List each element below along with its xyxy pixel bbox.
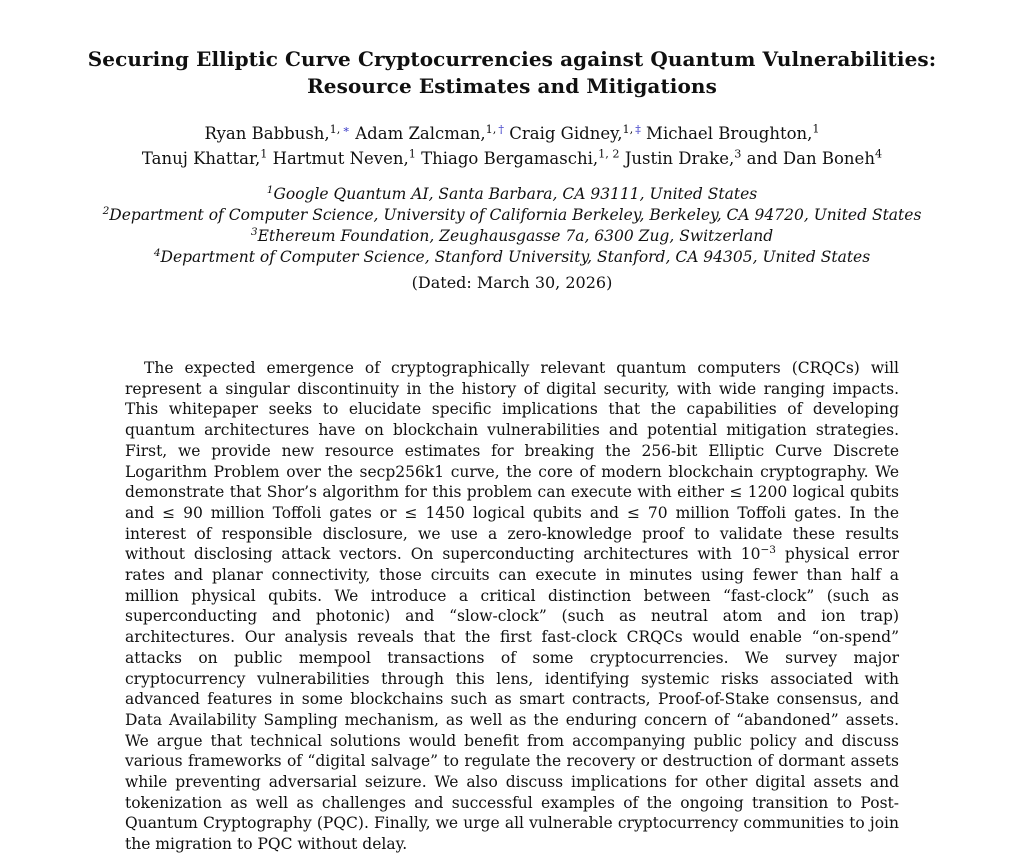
- author-name: Ryan Babbush,: [204, 124, 330, 143]
- author-affiliation-sup: [260, 148, 267, 161]
- paper-title: [0, 46, 1024, 100]
- affiliation-text: Google Quantum AI, Santa Barbara, CA 93111, United States: [273, 185, 758, 203]
- affiliation-sup: 1: [266, 183, 274, 196]
- paper-title-line1: Securing Elliptic Curve Cryptocurrencies against Quantum Vulnerabilities:: [87, 47, 937, 71]
- affiliation-number: 3: [734, 147, 742, 161]
- affiliation-sup: 4: [153, 246, 161, 259]
- author-affiliation-sup: [875, 148, 882, 161]
- author-name: Justin Drake,: [624, 149, 735, 168]
- affiliation-number: 1,: [622, 122, 634, 136]
- dated-line: (Dated: March 30, 2026): [411, 273, 613, 292]
- affiliation-line: [0, 226, 1024, 247]
- author: [646, 124, 820, 143]
- affiliation-sup: 3: [250, 225, 258, 238]
- author-line-2: [0, 146, 1024, 171]
- exponent: −3: [760, 544, 776, 557]
- author-line-1: [0, 121, 1024, 146]
- author: [509, 124, 641, 143]
- author: [625, 149, 742, 168]
- abstract-section: [125, 358, 899, 855]
- author: [355, 124, 504, 143]
- affiliation-text: Department of Computer Science, Stanford University, Stanford, CA 94305, United States: [160, 248, 871, 266]
- affiliation-number: 1: [812, 122, 820, 136]
- author-name: Hartmut Neven,: [272, 149, 409, 168]
- author: [142, 149, 268, 168]
- affiliation-line: [0, 205, 1024, 226]
- author-name: Adam Zalcman,: [355, 124, 486, 143]
- author-name: Michael Broughton,: [646, 124, 813, 143]
- paper-title-line2: Resource Estimates and Mitigations: [307, 74, 717, 98]
- affiliation-number: 1: [260, 147, 268, 161]
- affiliation-number: 1,: [485, 122, 497, 136]
- author-name: Craig Gidney,: [509, 124, 623, 143]
- author-affiliation-sup: [812, 123, 819, 136]
- author-name: and Dan Boneh: [746, 149, 875, 168]
- abstract-text: The expected emergence of cryptographically relevant quantum computers (CRQCs) will represent a singular discontinuity in the history of digital security, with wide ranging impacts. This whitepaper seeks to elucidate specific implications that the capabilities of developing quantum architectures have on blockchain vulnerabilities and potential mitigation strategies. First, we provide new resource estimates for breaking the 256-bit Elliptic Curve Discrete Logarithm Problem over the secp256k1 curve, the core of modern blockchain cryptography. We demonstrate that Shor’s algorithm for this problem can execute with either ≤ 1200 logical qubits and ≤ 90 million Toffoli gates or ≤ 1450 logical qubits and ≤ 70 million Toffoli gates. In the interest of responsible disclosure, we use a zero-knowledge proof to validate these results without disclosing attack vectors. On superconducting architectures with $10^{-3}$ physical error rates and planar connectivity, those circuits can execute in minutes using fewer than half a million physical qubits. We introduce a critical distinction between “fast-clock” (such as superconducting and photonic) and “slow-clock” (such as neutral atom and ion trap) architectures. Our analysis reveals that the first fast-clock CRQCs would enable “on-spend” attacks on public mempool transactions of some cryptocurrencies. We survey major cryptocurrency vulnerabilities through this lens, identifying systemic risks associated with advanced features in some blockchains such as smart contracts, Proof-of-Stake consensus, and Data Availability Sampling mechanism, as well as the enduring concern of “abandoned” assets. We argue that technical solutions would benefit from accompanying public policy and discuss various frameworks of “digital salvage” to regulate the recovery or destruction of dormant assets while preventing adversarial seizure. We also discuss implications for other digital assets and tokenization as well as challenges and successful examples of the ongoing transition to Post-Quantum Cryptography (PQC). Finally, we urge all vulnerable cryptocurrency communities to join the migration to PQC without delay.: [125, 359, 899, 854]
- author: [204, 124, 350, 143]
- author: [273, 149, 416, 168]
- author-name: Tanuj Khattar,: [141, 149, 261, 168]
- affiliation-line: [0, 247, 1024, 268]
- author-affiliation-sup: [622, 123, 640, 136]
- affiliation-text: Ethereum Foundation, Zeughausgasse 7a, 6300 Zug, Switzerland: [257, 227, 774, 245]
- affiliation-list: [0, 184, 1024, 268]
- author: [421, 149, 619, 168]
- affiliation-line: [0, 184, 1024, 205]
- affiliation-number: 1,: [329, 122, 341, 136]
- author-affiliation-sup: [486, 123, 504, 136]
- footnote-symbol: †: [498, 122, 504, 136]
- affiliation-number: 1: [408, 147, 416, 161]
- author: [747, 149, 882, 168]
- author-affiliation-sup: [330, 123, 350, 136]
- affiliation-sup: 2: [102, 204, 110, 217]
- footnote-symbol: ∗: [342, 122, 351, 136]
- footnote-symbol: ‡: [635, 122, 641, 136]
- author-affiliation-sup: [409, 148, 416, 161]
- affiliation-number: 1, 2: [598, 147, 620, 161]
- author-affiliation-sup: [734, 148, 741, 161]
- affiliation-number: 4: [874, 147, 883, 161]
- author-name: Thiago Bergamaschi,: [421, 149, 599, 168]
- author-list: [0, 121, 1024, 171]
- affiliation-text: Department of Computer Science, University of California Berkeley, Berkeley, CA 94720, United States: [109, 206, 922, 224]
- author-affiliation-sup: [598, 148, 619, 161]
